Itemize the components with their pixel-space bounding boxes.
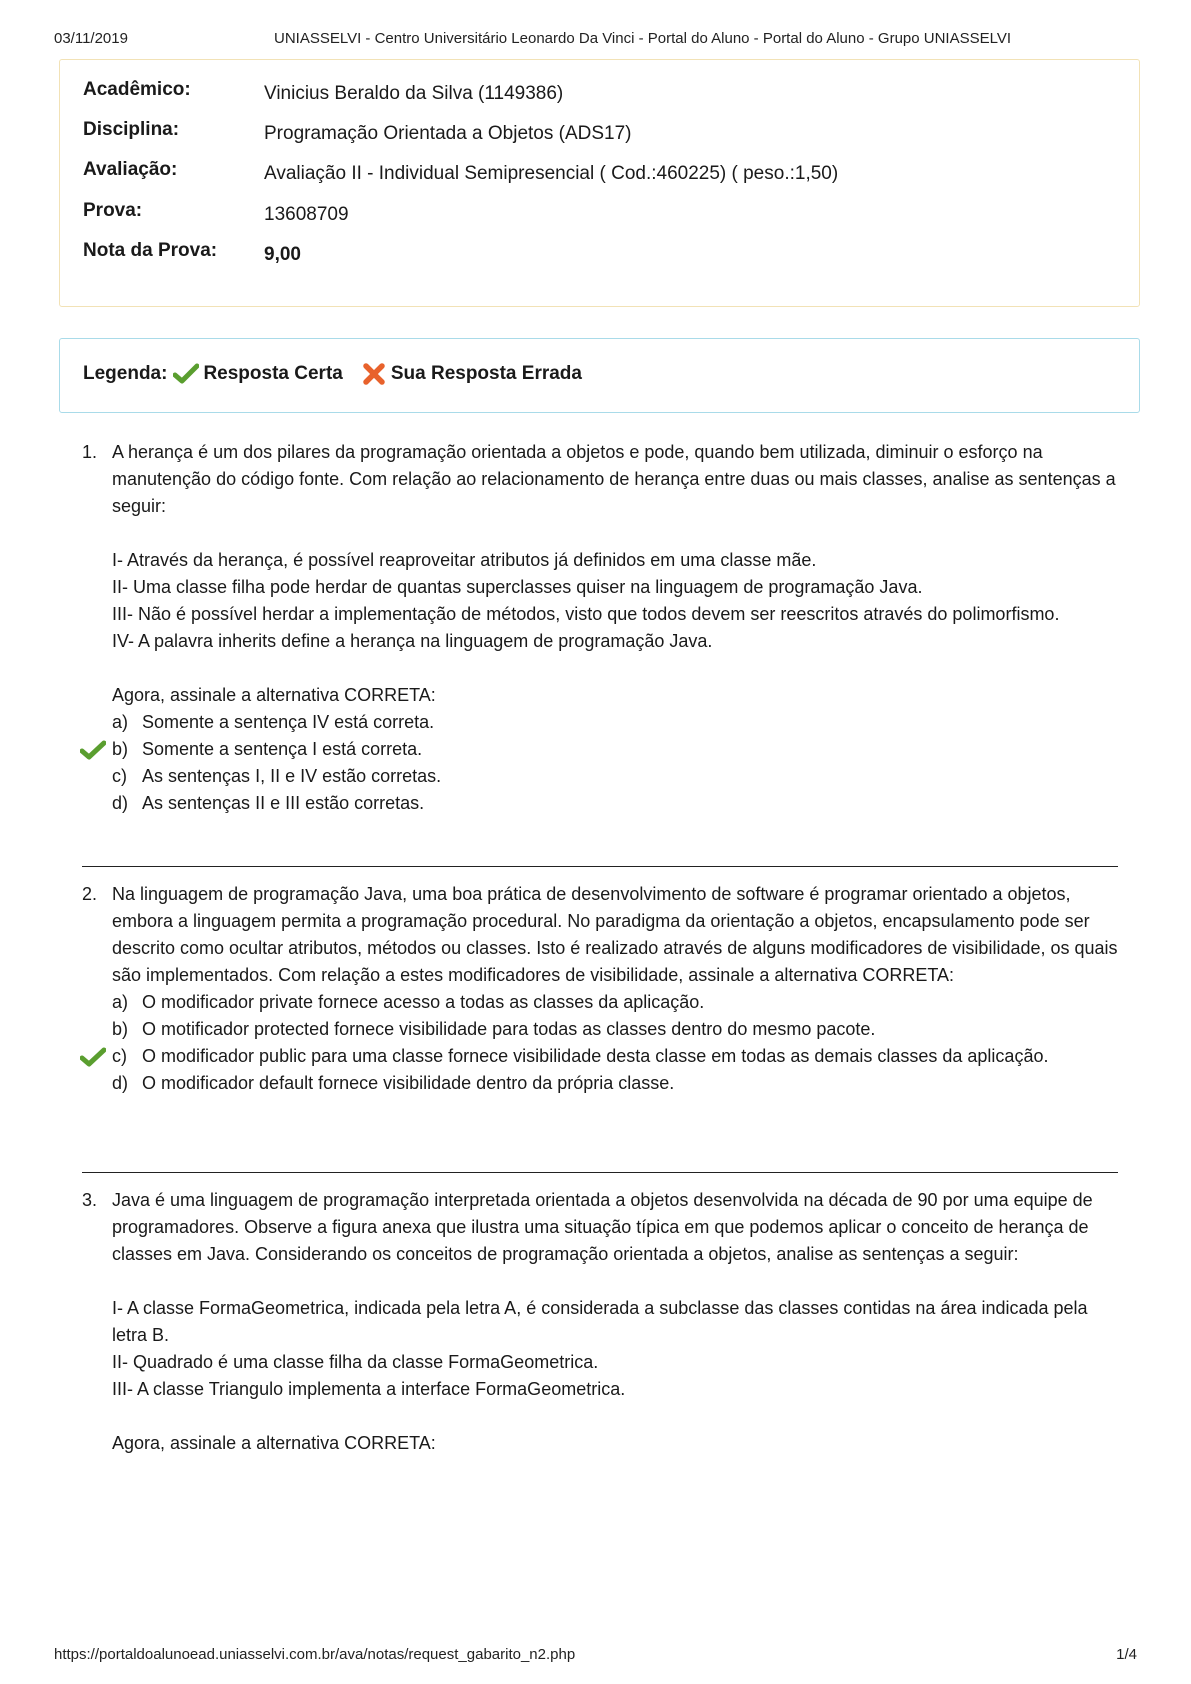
avaliacao-value: Avaliação II - Individual Semipresencial ( Cod.:460225) ( peso.:1,50) xyxy=(264,163,839,184)
sentence-3: III- Não é possível herdar a implementação de métodos, visto que todos devem ser reescritos através do polimorfismo. xyxy=(112,604,1060,624)
question-intro: A herança é um dos pilares da programação orientada a objetos e pode, quando bem utilizada, diminuir o esforço na manutenção do código fonte. Com relação ao relacionamento de herança entre duas ou mais classes, analise as sentenças a seguir: xyxy=(112,442,1116,516)
question-number: 2. xyxy=(82,884,98,904)
option-text: O modificador default fornece visibilidade dentro da própria classe. xyxy=(142,1073,675,1093)
legend-box xyxy=(59,338,1140,413)
exam-info-box xyxy=(59,59,1140,307)
option-a xyxy=(82,709,1122,736)
legend-wrong: Sua Resposta Errada xyxy=(390,363,582,384)
question-intro: Na linguagem de programação Java, uma boa prática de desenvolvimento de software é programar orientado a objetos, embora a linguagem permita a programação procedural. No paradigma da orientação a objetos, encapsulamento pode ser descrito como ocultar atributos, métodos ou classes. Isto é realizado através de alguns modificadores de visibilidade, os quais são implementados. Com relação a estes modificadores de visibilidade, assinale a alternativa CORRETA: xyxy=(112,884,1118,985)
print-date: 03/11/2019 xyxy=(54,30,128,47)
disciplina-label: Disciplina: xyxy=(83,119,180,140)
disciplina-value: Programação Orientada a Objetos (ADS17) xyxy=(264,123,632,144)
legend xyxy=(83,363,582,385)
cross-icon xyxy=(361,363,387,385)
option-d xyxy=(82,790,1122,817)
option-b xyxy=(82,1016,1122,1043)
legend-label: Legenda: xyxy=(83,363,168,384)
question-number: 3. xyxy=(82,1190,98,1210)
sentence-2: II- Quadrado é uma classe filha da classe FormaGeometrica. xyxy=(112,1352,599,1372)
legend-correct: Resposta Certa xyxy=(203,363,343,384)
print-header xyxy=(54,30,1137,50)
page-number: 1/4 xyxy=(1116,1646,1137,1663)
option-text: Somente a sentença I está correta. xyxy=(142,739,423,759)
sentence-3: III- A classe Triangulo implementa a interface FormaGeometrica. xyxy=(112,1379,626,1399)
option-letter: d) xyxy=(112,1073,129,1093)
option-text: O modificador private fornece acesso a todas as classes da aplicação. xyxy=(142,992,705,1012)
question-divider xyxy=(82,1172,1118,1173)
option-letter: b) xyxy=(112,1019,129,1039)
prova-label: Prova: xyxy=(83,200,143,221)
nota-label: Nota da Prova: xyxy=(83,240,218,261)
option-text: As sentenças II e III estão corretas. xyxy=(142,793,425,813)
print-url: https://portaldoalunoead.uniasselvi.com.br/ava/notas/request_gabarito_n2.php xyxy=(54,1646,576,1663)
question-number: 1. xyxy=(82,442,98,462)
option-text: Somente a sentença IV está correta. xyxy=(142,712,435,732)
option-c-correct xyxy=(82,1043,1122,1070)
check-icon xyxy=(80,740,106,760)
avaliacao-label: Avaliação: xyxy=(83,159,178,180)
option-letter: b) xyxy=(112,739,129,759)
academico-value: Vinicius Beraldo da Silva (1149386) xyxy=(264,83,564,104)
question-1 xyxy=(82,439,1122,817)
question-2 xyxy=(82,881,1122,1097)
prova-value: 13608709 xyxy=(264,204,349,225)
option-text: As sentenças I, II e IV estão corretas. xyxy=(142,766,442,786)
question-prompt: Agora, assinale a alternativa CORRETA: xyxy=(112,685,436,705)
question-prompt: Agora, assinale a alternativa CORRETA: xyxy=(112,1433,436,1453)
option-letter: a) xyxy=(112,712,129,732)
option-letter: c) xyxy=(112,766,127,786)
option-text: O motificador protected fornece visibilidade para todas as classes dentro do mesmo pacote. xyxy=(142,1019,876,1039)
option-d xyxy=(82,1070,1122,1097)
option-c xyxy=(82,763,1122,790)
sentence-1: I- Através da herança, é possível reaproveitar atributos já definidos em uma classe mãe. xyxy=(112,550,817,570)
option-letter: d) xyxy=(112,793,129,813)
nota-value: 9,00 xyxy=(264,244,301,265)
check-icon xyxy=(173,363,199,385)
question-intro: Java é uma linguagem de programação interpretada orientada a objetos desenvolvida na década de 90 por uma equipe de programadores. Observe a figura anexa que ilustra uma situação típica em que podemos aplicar o conceito de herança de classes em Java. Considerando os conceitos de programação orientada a objetos, analise as sentenças a seguir: xyxy=(112,1190,1093,1264)
option-a xyxy=(82,989,1122,1016)
option-letter: a) xyxy=(112,992,129,1012)
sentence-4: IV- A palavra inherits define a herança na linguagem de programação Java. xyxy=(112,631,713,651)
academico-label: Acadêmico: xyxy=(83,79,191,100)
option-text: O modificador public para uma classe fornece visibilidade desta classe em todas as demais classes da aplicação. xyxy=(142,1046,1049,1066)
option-letter: c) xyxy=(112,1046,127,1066)
question-divider xyxy=(82,866,1118,867)
sentence-1: I- A classe FormaGeometrica, indicada pela letra A, é considerada a subclasse das classes contidas na área indicada pela letra B. xyxy=(112,1298,1088,1345)
sentence-2: II- Uma classe filha pode herdar de quantas superclasses quiser na linguagem de programação Java. xyxy=(112,577,923,597)
question-3 xyxy=(82,1187,1122,1457)
option-b-correct xyxy=(82,736,1122,763)
check-icon xyxy=(80,1047,106,1067)
print-title: UNIASSELVI - Centro Universitário Leonardo Da Vinci - Portal do Aluno - Portal do Aluno - Grupo UNIASSELVI xyxy=(274,30,1012,47)
